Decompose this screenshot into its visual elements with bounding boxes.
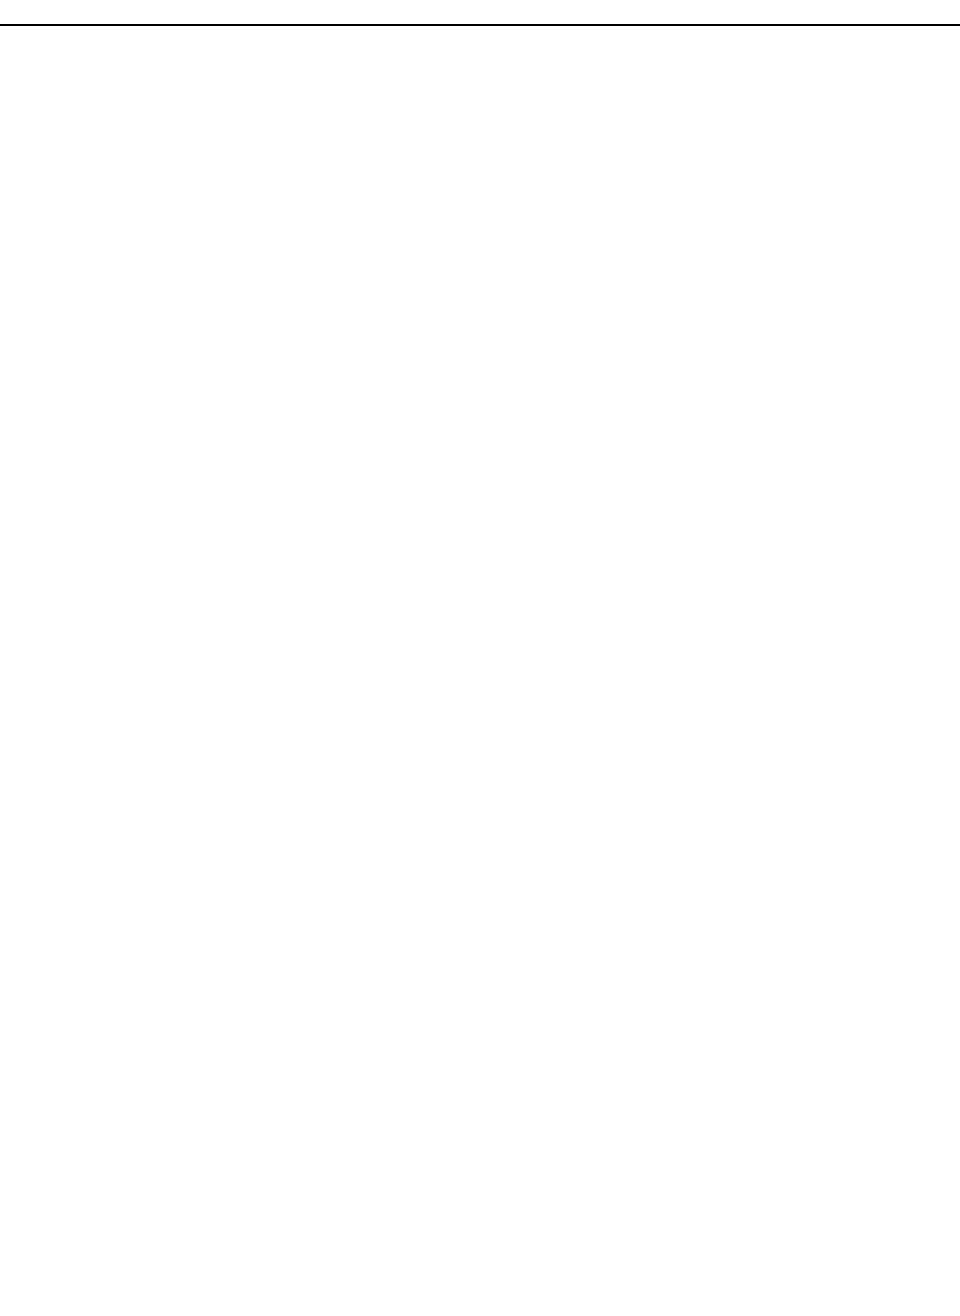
header-rule	[0, 24, 960, 26]
page-header	[0, 0, 960, 24]
